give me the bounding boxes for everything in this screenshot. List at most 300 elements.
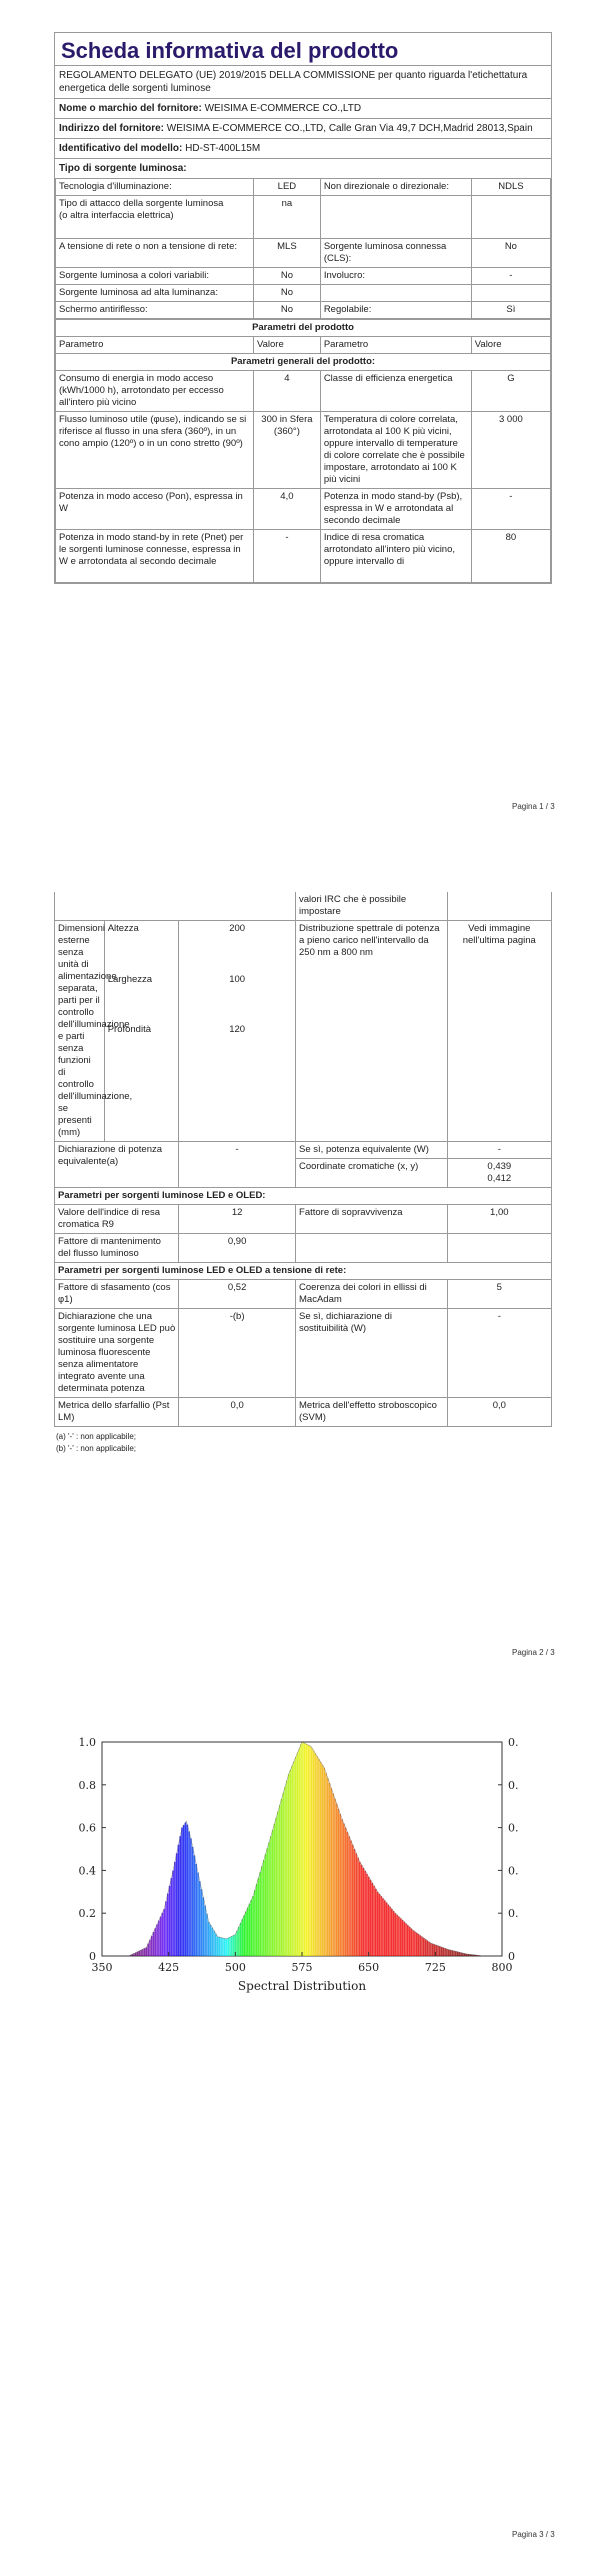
type-row [56, 239, 551, 268]
spectrum-bar [213, 1931, 215, 1956]
spectrum-bar [208, 1922, 210, 1956]
replacement-value: -(b) [179, 1309, 296, 1398]
spectrum-bar [156, 1924, 158, 1956]
spectrum-bar [437, 1946, 439, 1956]
spectrum-bar [227, 1938, 229, 1956]
survival-value: 1,00 [447, 1205, 551, 1234]
r9-value: 12 [179, 1205, 296, 1234]
spectrum-bar [302, 1742, 304, 1956]
spectrum-bar [368, 1877, 370, 1956]
spectrum-bar [403, 1922, 405, 1956]
spectrum-bar [414, 1932, 416, 1956]
spectrum-bar [416, 1933, 418, 1956]
spectrum-bar [233, 1935, 235, 1956]
spectrum-bar [291, 1766, 293, 1956]
spectrum-bar [377, 1892, 379, 1956]
spectrum-bar [329, 1783, 331, 1956]
spectrum-bar [398, 1917, 400, 1956]
spectrum-bar [379, 1894, 381, 1956]
phase-factor-value: 0,52 [179, 1280, 296, 1309]
param-label: Consumo di energia in modo acceso (kWh/1000 h), arrotondato per eccesso all'intero più vicino [56, 371, 254, 412]
spectrum-bar [243, 1915, 245, 1956]
x-tick-label: 650 [358, 1961, 380, 1974]
spectrum-bar [446, 1949, 448, 1956]
spectrum-bar [201, 1889, 203, 1956]
source-type-table [55, 178, 551, 319]
spectrum-bar [153, 1932, 155, 1956]
param-value: G [471, 371, 550, 412]
spectrum-bar [265, 1854, 267, 1956]
spectrum-bar [206, 1914, 208, 1956]
general-row [56, 412, 551, 489]
spectrum-bar [249, 1904, 251, 1956]
product-sheet-box [54, 32, 552, 584]
param-value: 80 [471, 530, 550, 583]
spectrum-bar [318, 1759, 320, 1956]
spectrum-bar [183, 1825, 185, 1956]
equivalent-power-right-value: - [447, 1142, 551, 1159]
model-label: Identificativo del modello: [59, 143, 183, 154]
spectrum-bar [220, 1938, 222, 1956]
survival-label: Fattore di sopravvivenza [296, 1205, 448, 1234]
type-label: Sorgente luminosa ad alta luminanza: [56, 285, 254, 302]
spectrum-bar [270, 1836, 272, 1956]
spectrum-bar [331, 1788, 333, 1956]
param-value: 4,0 [254, 489, 321, 530]
phase-factor-label: Fattore di sfasamento (cos φ1) [55, 1280, 179, 1309]
spectrum-bar [194, 1855, 196, 1956]
spectrum-bar [258, 1878, 260, 1956]
r9-label: Valore dell'indice di resa cromatica R9 [55, 1205, 179, 1234]
spectrum-bar [226, 1939, 228, 1956]
spectrum-bar [195, 1864, 197, 1956]
spectrum-bar [391, 1909, 393, 1956]
spectrum-bar [229, 1937, 231, 1956]
spectrum-bar [334, 1798, 336, 1956]
general-row [56, 371, 551, 412]
param-label: Indice di resa cromatica arrotondato all'intero più vicino, oppure intervallo di [320, 530, 471, 583]
spectrum-bar [163, 1909, 165, 1956]
y-tick-label: 0.2 [78, 1907, 96, 1921]
spectrum-bar [357, 1858, 359, 1956]
param-label: Potenza in modo stand-by in rete (Pnet) per le sorgenti luminose connesse, espressa in W e arrotondata al secondo decimale [56, 530, 254, 583]
spectrum-bar [224, 1938, 226, 1956]
spectrum-bar [247, 1908, 249, 1956]
type-label: Involucro: [320, 268, 471, 285]
spectrum-bar [162, 1913, 164, 1956]
spectrum-bar [409, 1927, 411, 1956]
supplier-name-label: Nome o marchio del fornitore: [59, 103, 202, 114]
spectrum-bar [375, 1889, 377, 1956]
spectrum-bar [277, 1811, 279, 1956]
spectrum-bar [293, 1761, 295, 1956]
spectrum-bar [347, 1832, 349, 1956]
spectrum-bar [219, 1937, 221, 1956]
spectrum-bar [364, 1871, 366, 1956]
spectrum-bar [307, 1745, 309, 1956]
spectrum-bar [395, 1913, 397, 1956]
spectrum-bar [179, 1836, 181, 1956]
x-tick-label: 500 [224, 1961, 246, 1974]
spectrum-bar [286, 1780, 288, 1956]
spectrum-bar [359, 1862, 361, 1956]
spectrum-bar [190, 1838, 192, 1956]
spectral-label: Distribuzione spettrale di potenza a pieno carico nell'intervallo da 250 nm a 800 nm [296, 921, 448, 1142]
type-row [56, 196, 551, 239]
spectrum-bar [428, 1942, 430, 1956]
dim-width-value: 100 [179, 972, 296, 1022]
chroma-values [447, 1159, 551, 1188]
spectrum-bar [407, 1925, 409, 1956]
spectrum-bar [231, 1936, 233, 1956]
color-coherence-value: 5 [447, 1280, 551, 1309]
spectrum-bar [350, 1840, 352, 1956]
type-value: Sì [471, 302, 550, 319]
stroboscopic-value: 0,0 [447, 1398, 551, 1427]
spectrum-bar [387, 1905, 389, 1956]
spectrum-bar [311, 1748, 313, 1956]
x-tick-label: 425 [158, 1961, 180, 1974]
spectrum-bar [211, 1928, 213, 1956]
x-tick-label: 725 [424, 1961, 446, 1974]
y-tick-label: 0.6 [78, 1821, 96, 1835]
x-axis-label: Spectral Distribution [237, 1979, 367, 1993]
spectrum-bar [181, 1828, 183, 1956]
dim-height-label: Altezza [104, 921, 179, 973]
spectrum-bar [144, 1948, 146, 1956]
type-row [56, 285, 551, 302]
flicker-label: Metrica dello sfarfallio (Pst LM) [55, 1398, 179, 1427]
spectrum-bar [441, 1947, 443, 1956]
params-table-continued [54, 892, 552, 1427]
spectrum-bar [197, 1873, 199, 1956]
spectrum-bar [147, 1944, 149, 1956]
y-right-tick-label: 0. [508, 1736, 519, 1749]
param-label: Potenza in modo acceso (Pon), espressa in W [56, 489, 254, 530]
spectrum-bar [453, 1951, 455, 1956]
spectrum-bar [304, 1743, 306, 1956]
param-label: Temperatura di colore correlata, arrotondata al 100 K più vicini, oppure intervallo di temperature di colore correlate che è possibile impostare, arrotondato ai 100 K più vicini [320, 412, 471, 489]
spectrum-bar [169, 1886, 171, 1956]
param-value: - [471, 489, 550, 530]
type-row [56, 268, 551, 285]
spectrum-bar [167, 1894, 169, 1956]
replacement-label: Dichiarazione che una sorgente luminosa LED può sostituire una sorgente luminosa fluorescente senza alimentatore integrato avente una determinata potenza [55, 1309, 179, 1398]
spectrum-bar [355, 1853, 357, 1956]
params-table [55, 319, 551, 583]
spectrum-bar [261, 1866, 263, 1956]
spectrum-bar [457, 1952, 459, 1956]
color-coherence-label: Coerenza dei colori in ellissi di MacAdam [296, 1280, 448, 1309]
spectrum-bar [171, 1878, 173, 1956]
spectral-chart-svg [54, 1730, 564, 2010]
spectrum-bar [370, 1880, 372, 1956]
spectrum-bar [451, 1950, 453, 1956]
type-value: NDLS [471, 179, 550, 196]
y-right-tick-label: 0. [508, 1907, 519, 1921]
spectrum-bar [313, 1751, 315, 1956]
spectrum-bar [283, 1793, 285, 1956]
spectrum-bar [284, 1787, 286, 1956]
spectrum-bar [400, 1918, 402, 1956]
spectrum-bar [423, 1938, 425, 1956]
spectrum-bar [393, 1911, 395, 1956]
spectrum-bar [332, 1793, 334, 1956]
spectrum-bar [389, 1907, 391, 1956]
spectrum-bar [450, 1950, 452, 1956]
spectrum-bar [354, 1849, 356, 1956]
spectrum-bar [339, 1814, 341, 1956]
spectrum-bar [382, 1898, 384, 1956]
type-value [471, 285, 550, 302]
spectrum-bar [459, 1952, 461, 1956]
spectrum-bar [279, 1805, 281, 1956]
spectrum-bar [380, 1896, 382, 1956]
page-number-1: Pagina 1 / 3 [512, 802, 555, 811]
param-label: Classe di efficienza energetica [320, 371, 471, 412]
spectrum-bar [151, 1936, 153, 1956]
type-value: No [254, 302, 321, 319]
spectrum-bar [343, 1823, 345, 1956]
spectrum-bar [325, 1773, 327, 1956]
general-title: Parametri generali del prodotto: [56, 354, 551, 371]
spectrum-bar [251, 1900, 253, 1956]
spectrum-bar [242, 1919, 244, 1956]
spectrum-bar [338, 1809, 340, 1956]
chroma-label: Coordinate cromatiche (x, y) [296, 1159, 448, 1188]
spectrum-bar [203, 1897, 205, 1956]
spectrum-bar [188, 1831, 190, 1956]
spectrum-bar [448, 1950, 450, 1956]
type-label: Regolabile: [320, 302, 471, 319]
spectrum-bar [323, 1768, 325, 1956]
spectrum-bar [297, 1753, 299, 1956]
spectrum-bar [430, 1943, 432, 1956]
general-row [56, 530, 551, 583]
type-value: No [471, 239, 550, 268]
spectrum-bar [272, 1830, 274, 1956]
dimensions-label: Dimensioni esterne senza unità di alimentazione separata, parti per il controllo dell'illuminazione e parti senza funzioni di controllo dell'illuminazione, se presenti (mm) [55, 921, 105, 1142]
maintenance-value: 0,90 [179, 1234, 296, 1263]
spectrum-bar [460, 1953, 462, 1956]
regulation-text: REGOLAMENTO DELEGATO (UE) 2019/2015 DELLA COMMISSIONE per quanto riguarda l'etichettatura energetica delle sorgenti luminose [55, 65, 551, 98]
spectrum-bar [149, 1940, 151, 1956]
y-right-tick-label: 0. [508, 1821, 519, 1835]
supplier-address: WEISIMA E-COMMERCE CO.,LTD, Calle Gran Via 49,7 DCH,Madrid 28013,Spain [166, 123, 533, 134]
mains-section-title: Parametri per sorgenti luminose LED e OLED a tensione di rete: [55, 1263, 552, 1280]
spectrum-bar [256, 1884, 258, 1956]
supplier-address-label: Indirizzo del fornitore: [59, 123, 164, 134]
spectrum-bar [371, 1883, 373, 1956]
model-id: HD-ST-400L15M [185, 143, 261, 154]
param-label: Potenza in modo stand-by (Psb), espressa in W e arrotondata al secondo decimale [320, 489, 471, 530]
type-label: Schermo antiriflesso: [56, 302, 254, 319]
spectrum-bar [421, 1937, 423, 1956]
spectrum-bar [252, 1896, 254, 1956]
y-tick-label: 0.4 [78, 1864, 96, 1878]
spectrum-bar [288, 1774, 290, 1956]
spectrum-bar [263, 1860, 265, 1956]
type-label: Tecnologia d'illuminazione: [56, 179, 254, 196]
x-tick-label: 800 [491, 1961, 513, 1974]
spectrum-bar [275, 1818, 277, 1956]
spectrum-bar [245, 1911, 247, 1956]
spectrum-bar [386, 1903, 388, 1957]
spectrum-bar [210, 1925, 212, 1956]
spectrum-bar [281, 1799, 283, 1956]
spectrum-bar [204, 1905, 206, 1956]
spectrum-bar [345, 1828, 347, 1956]
chroma-y: 0,412 [487, 1173, 512, 1184]
y-tick-label: 1.0 [78, 1736, 96, 1749]
page-number-3: Pagina 3 / 3 [512, 2530, 555, 2539]
cri-continued: valori IRC che è possibile impostare [296, 892, 448, 921]
type-value: No [254, 268, 321, 285]
type-label: Non direzionale o direzionale: [320, 179, 471, 196]
spectral-value: Vedi immagine nell'ultima pagina [447, 921, 551, 1142]
spectrum-bar [412, 1930, 414, 1956]
stroboscopic-label: Metrica dell'effetto stroboscopico (SVM) [296, 1398, 448, 1427]
spectrum-bar [411, 1929, 413, 1956]
spectrum-bar [352, 1845, 354, 1956]
supplier-name-row [55, 98, 551, 118]
spectrum-bar [336, 1804, 338, 1956]
spectrum-bar [139, 1951, 141, 1956]
page-2 [54, 892, 552, 1455]
spectrum-bar [146, 1947, 148, 1956]
type-label: Sorgente luminosa connessa (CLS): [320, 239, 471, 268]
chroma-x: 0,439 [487, 1161, 512, 1172]
type-value: No [254, 285, 321, 302]
spectrum-bar [267, 1848, 269, 1956]
spectrum-bar [322, 1765, 324, 1956]
spectrum-bar [254, 1890, 256, 1956]
spectrum-bar [187, 1825, 189, 1956]
type-label [320, 196, 471, 239]
page-number-2: Pagina 2 / 3 [512, 1648, 555, 1657]
x-tick-label: 350 [91, 1961, 113, 1974]
spectrum-bar [309, 1746, 311, 1956]
maintenance-label: Fattore di mantenimento del flusso luminoso [55, 1234, 179, 1263]
page-1 [54, 32, 552, 584]
spectrum-bar [348, 1836, 350, 1956]
spectrum-bar [140, 1950, 142, 1956]
col-value-2: Valore [471, 337, 550, 354]
col-param-2: Parametro [320, 337, 471, 354]
dim-depth-label: Profondità [104, 1022, 179, 1142]
equivalent-power-value: - [179, 1142, 296, 1188]
model-row [55, 138, 551, 158]
replacement-right-value: - [447, 1309, 551, 1398]
spectrum-bar [236, 1931, 238, 1956]
led-section-title: Parametri per sorgenti luminose LED e OLED: [55, 1188, 552, 1205]
x-tick-label: 575 [291, 1961, 313, 1974]
spectrum-bar [174, 1862, 176, 1956]
spectrum-bar [158, 1920, 160, 1956]
type-row [56, 302, 551, 319]
page-title: Scheda informativa del prodotto [61, 38, 399, 63]
spectrum-bar [444, 1948, 446, 1956]
col-value-1: Valore [254, 337, 321, 354]
spectrum-bar [443, 1948, 445, 1956]
y-tick-label: 0 [89, 1950, 96, 1963]
spectrum-bar [160, 1917, 162, 1956]
param-value: 3 000 [471, 412, 550, 489]
type-label: Sorgente luminosa a colori variabili: [56, 268, 254, 285]
spectrum-bar [396, 1915, 398, 1956]
spectrum-bar [418, 1934, 420, 1956]
spectrum-bar [155, 1928, 157, 1956]
spectrum-bar [240, 1923, 242, 1956]
param-value: - [254, 530, 321, 583]
equivalent-power-right-label: Se sì, potenza equivalente (W) [296, 1142, 448, 1159]
spectrum-bar [165, 1901, 167, 1956]
spectrum-bar [432, 1944, 434, 1956]
col-param-1: Parametro [56, 337, 254, 354]
source-type-row [55, 158, 551, 178]
spectrum-bar [316, 1756, 318, 1956]
spectrum-bar [425, 1939, 427, 1956]
y-right-tick-label: 0. [508, 1864, 519, 1878]
flicker-value: 0,0 [179, 1398, 296, 1427]
spectrum-bar [217, 1937, 219, 1956]
spectrum-bar [402, 1920, 404, 1956]
type-label: Tipo di attacco della sorgente luminosa (o altra interfaccia elettrica) [56, 196, 254, 239]
spectrum-bar [268, 1842, 270, 1956]
dim-width-label: Larghezza [104, 972, 179, 1022]
spectrum-bar [384, 1900, 386, 1956]
y-tick-label: 0.8 [78, 1778, 96, 1792]
spectrum-bar [320, 1762, 322, 1956]
param-value: 4 [254, 371, 321, 412]
spectrum-bar [178, 1845, 180, 1956]
spectrum-bar [361, 1865, 363, 1956]
supplier-address-row [55, 118, 551, 138]
spectrum-bar [142, 1949, 144, 1956]
spectrum-bar [327, 1778, 329, 1956]
spectrum-bar [419, 1935, 421, 1956]
dim-depth-value: 120 [179, 1022, 296, 1142]
type-value: LED [254, 179, 321, 196]
tables-wrap [55, 178, 551, 583]
spectrum-bar [373, 1886, 375, 1956]
spectrum-bar [341, 1819, 343, 1956]
y-right-tick-label: 0. [508, 1778, 519, 1792]
type-label [320, 285, 471, 302]
equivalent-power-label: Dichiarazione di potenza equivalente(a) [55, 1142, 179, 1188]
spectrum-bar [299, 1748, 301, 1956]
spectrum-bar [290, 1770, 292, 1956]
spectrum-bar [199, 1881, 201, 1956]
spectrum-bar [192, 1847, 194, 1956]
spectrum-bar [238, 1927, 240, 1956]
spectrum-bar [300, 1744, 302, 1956]
spectrum-bar [172, 1870, 174, 1956]
type-value: MLS [254, 239, 321, 268]
params-title: Parametri del prodotto [56, 320, 551, 337]
spectrum-bar [259, 1872, 261, 1956]
footnote-a: (a) '-' : non applicabile; [56, 1432, 136, 1441]
spectrum-bar [215, 1934, 217, 1956]
param-label: Flusso luminoso utile (φuse), indicando se si riferisce al flusso in una sfera (360º), in un cono ampio (120º) o in un cono stretto (90º) [56, 412, 254, 489]
spectrum-bar [222, 1938, 224, 1956]
supplier-name: WEISIMA E-COMMERCE CO.,LTD [204, 103, 362, 114]
source-type-label: Tipo di sorgente luminosa: [59, 163, 187, 174]
spectrum-bar [405, 1923, 407, 1956]
spectrum-bar [455, 1951, 457, 1956]
type-value: - [471, 268, 550, 285]
param-value: 300 in Sfera (360°) [254, 412, 321, 489]
